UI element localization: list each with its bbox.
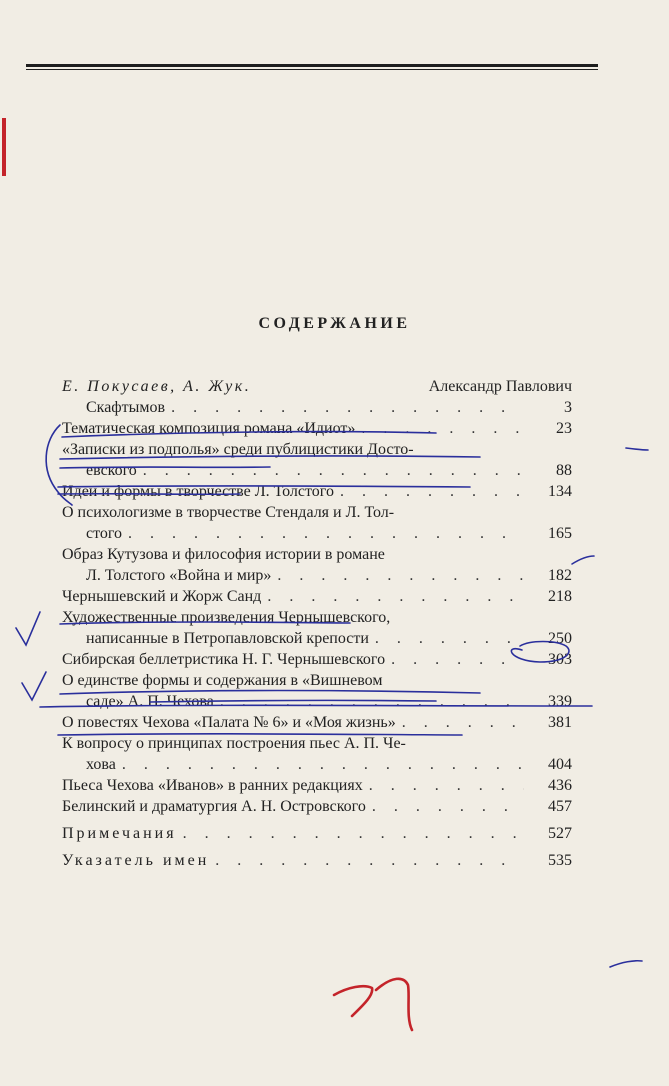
toc-entry bbox=[62, 418, 572, 439]
entry-title: Чернышевский и Жорж Санд bbox=[62, 588, 262, 605]
dot-leader bbox=[277, 565, 524, 586]
entry-page: 23 bbox=[556, 420, 572, 437]
entry-page: 339 bbox=[548, 693, 572, 710]
entry-title: Примечания bbox=[62, 825, 177, 842]
entry-title: Идеи и формы в творчестве Л. Толстого bbox=[62, 483, 334, 500]
toc-entry bbox=[62, 775, 572, 796]
entry-page: 134 bbox=[548, 483, 572, 500]
dot-leader bbox=[375, 628, 524, 649]
entry-page: 457 bbox=[548, 798, 572, 815]
top-rule bbox=[26, 64, 598, 67]
entry-page: 381 bbox=[548, 714, 572, 731]
entry-page: 88 bbox=[556, 462, 572, 479]
entry-title: Тематическая композиция романа «Идиот» bbox=[62, 420, 356, 437]
entry-title: Александр Павлович bbox=[428, 378, 572, 395]
dot-leader bbox=[128, 523, 524, 544]
entry-page: 535 bbox=[548, 852, 572, 869]
toc-entry bbox=[62, 796, 572, 817]
tick-mark bbox=[572, 556, 594, 564]
dot-leader bbox=[143, 460, 524, 481]
dot-leader bbox=[220, 691, 524, 712]
entry-title: Образ Кутузова и философия истории в романе bbox=[62, 546, 385, 563]
table-of-contents bbox=[62, 376, 572, 871]
dot-leader bbox=[267, 586, 524, 607]
entry-title: К вопросу о принципах построения пьес А. П. Че- bbox=[62, 735, 406, 752]
entry-page: 218 bbox=[548, 588, 572, 605]
entry-page: 165 bbox=[548, 525, 572, 542]
toc-entry bbox=[62, 481, 572, 502]
entry-page: 527 bbox=[548, 825, 572, 842]
entry-page: 182 bbox=[548, 567, 572, 584]
entry-title: О повестях Чехова «Палата № 6» и «Моя жизнь» bbox=[62, 714, 396, 731]
top-rule-thin bbox=[26, 69, 598, 70]
red-handwritten-mark bbox=[334, 986, 372, 1016]
toc-entry bbox=[62, 823, 572, 844]
entry-title: Сибирская беллетристика Н. Г. Чернышевского bbox=[62, 651, 386, 668]
entry-title-cont: Скафтымов bbox=[86, 399, 166, 416]
entry-title: О психологизме в творчестве Стендаля и Л. Тол- bbox=[62, 504, 395, 521]
toc-entry bbox=[62, 439, 572, 481]
entry-author: Е. Покусаев, А. Жук. bbox=[62, 378, 252, 395]
dot-leader bbox=[402, 712, 524, 733]
check-mark bbox=[22, 672, 46, 700]
entry-title: Художественные произведения Чернышевского, bbox=[62, 609, 391, 626]
toc-entry bbox=[62, 712, 572, 733]
dot-leader bbox=[183, 823, 524, 844]
red-edge-mark bbox=[2, 118, 6, 176]
tick-mark bbox=[626, 448, 648, 450]
toc-entry bbox=[62, 502, 572, 544]
toc-entry bbox=[62, 544, 572, 586]
toc-entry bbox=[62, 586, 572, 607]
contents-heading: СОДЕРЖАНИЕ bbox=[258, 315, 411, 332]
entry-title-cont: евского bbox=[86, 462, 137, 479]
entry-title: Белинский и драматургия А. Н. Островского bbox=[62, 798, 366, 815]
entry-title-cont: хова bbox=[86, 756, 116, 773]
toc-entry bbox=[62, 607, 572, 649]
dot-leader bbox=[372, 796, 524, 817]
check-mark bbox=[16, 612, 40, 645]
toc-entry bbox=[62, 733, 572, 775]
entry-page: 3 bbox=[564, 399, 572, 416]
entry-page: 404 bbox=[548, 756, 572, 773]
entry-title: Пьеса Чехова «Иванов» в ранних редакциях bbox=[62, 777, 363, 794]
dot-leader bbox=[391, 649, 524, 670]
entry-title-cont: написанные в Петропавловской крепости bbox=[86, 630, 369, 647]
entry-title-cont: стого bbox=[86, 525, 123, 542]
dot-leader bbox=[215, 850, 524, 871]
toc-entry bbox=[62, 670, 572, 712]
entry-page: 250 bbox=[548, 630, 572, 647]
tick-mark bbox=[610, 961, 642, 967]
entry-title: «Записки из подполья» среди публицистики Досто- bbox=[62, 441, 414, 458]
toc-entry bbox=[62, 649, 572, 670]
entry-title: Указатель имен bbox=[62, 852, 210, 869]
entry-page: 436 bbox=[548, 777, 572, 794]
dot-leader bbox=[361, 418, 524, 439]
entry-title: О единстве формы и содержания в «Вишневом bbox=[62, 672, 383, 689]
toc-entry bbox=[62, 376, 572, 418]
dot-leader bbox=[171, 397, 524, 418]
dot-leader bbox=[122, 754, 524, 775]
entry-title-cont: Л. Толстого «Война и мир» bbox=[86, 567, 272, 584]
toc-entry bbox=[62, 850, 572, 871]
dot-leader bbox=[340, 481, 524, 502]
entry-page: 303 bbox=[548, 651, 572, 668]
dot-leader bbox=[369, 775, 524, 796]
entry-title-cont: саде» А. П. Чехова bbox=[86, 693, 214, 710]
red-handwritten-mark bbox=[376, 979, 412, 1030]
